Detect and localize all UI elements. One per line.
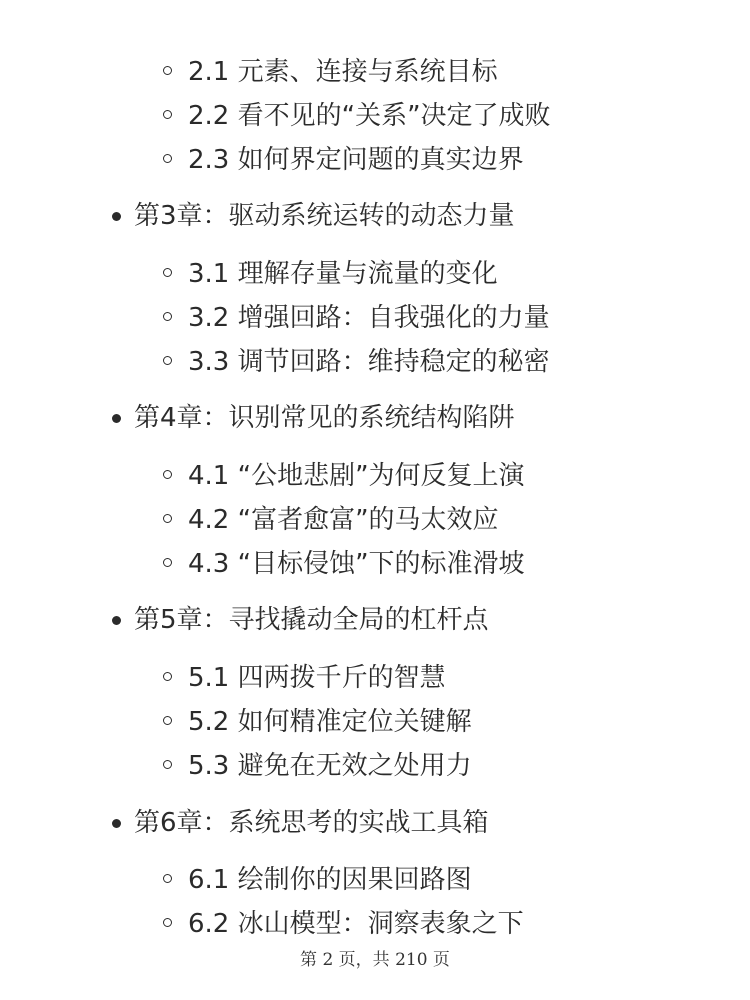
hollow-bullet-icon [163, 154, 172, 163]
hollow-bullet-icon [163, 66, 172, 75]
toc-section-6-2[interactable] [188, 907, 524, 941]
hollow-bullet-icon [163, 874, 172, 883]
toc-section-label: 4.2 “富者愈富”的马太效应 [188, 505, 499, 535]
toc-section-label: 3.1 理解存量与流量的变化 [188, 259, 498, 289]
toc-section-2-1[interactable] [188, 55, 498, 89]
hollow-bullet-icon [163, 558, 172, 567]
toc-chapter-label: 第6章：系统思考的实战工具箱 [134, 808, 489, 838]
hollow-bullet-icon [163, 470, 172, 479]
toc-section-label: 5.3 避免在无效之处用力 [188, 751, 472, 781]
hollow-bullet-icon [163, 760, 172, 769]
toc-section-2-3[interactable] [188, 143, 524, 177]
toc-chapter-label: 第4章：识别常见的系统结构陷阱 [134, 403, 515, 433]
toc-section-label: 3.2 增强回路：自我强化的力量 [188, 303, 550, 333]
hollow-bullet-icon [163, 918, 172, 927]
toc-chapter-6[interactable] [134, 806, 489, 840]
hollow-bullet-icon [163, 716, 172, 725]
toc-chapter-label: 第5章：寻找撬动全局的杠杆点 [134, 605, 489, 635]
toc-section-label: 2.2 看不见的“关系”决定了成败 [188, 101, 551, 131]
toc-section-4-1[interactable] [188, 459, 525, 493]
page-number-label: 第 2 页，共 210 页 [300, 950, 450, 970]
toc-section-6-1[interactable] [188, 863, 472, 897]
hollow-bullet-icon [163, 312, 172, 321]
toc-section-label: 2.1 元素、连接与系统目标 [188, 57, 498, 87]
hollow-bullet-icon [163, 268, 172, 277]
toc-section-5-1[interactable] [188, 661, 446, 695]
toc-section-label: 3.3 调节回路：维持稳定的秘密 [188, 347, 550, 377]
toc-section-label: 6.1 绘制你的因果回路图 [188, 865, 472, 895]
hollow-bullet-icon [163, 110, 172, 119]
toc-section-label: 2.3 如何界定问题的真实边界 [188, 145, 524, 175]
toc-section-label: 6.2 冰山模型：洞察表象之下 [188, 909, 524, 939]
toc-section-label: 4.3 “目标侵蚀”下的标准滑坡 [188, 549, 525, 579]
page-footer [0, 948, 750, 972]
toc-section-3-2[interactable] [188, 301, 550, 335]
toc-chapter-4[interactable] [134, 401, 515, 435]
hollow-bullet-icon [163, 514, 172, 523]
filled-bullet-icon [112, 616, 121, 625]
toc-chapter-3[interactable] [134, 199, 515, 233]
toc-section-4-3[interactable] [188, 547, 525, 581]
toc-chapter-5[interactable] [134, 603, 489, 637]
toc-section-label: 5.1 四两拨千斤的智慧 [188, 663, 446, 693]
hollow-bullet-icon [163, 672, 172, 681]
toc-section-5-2[interactable] [188, 705, 472, 739]
toc-section-5-3[interactable] [188, 749, 472, 783]
toc-section-label: 4.1 “公地悲剧”为何反复上演 [188, 461, 525, 491]
toc-section-2-2[interactable] [188, 99, 551, 133]
filled-bullet-icon [112, 414, 121, 423]
toc-section-4-2[interactable] [188, 503, 499, 537]
filled-bullet-icon [112, 212, 121, 221]
filled-bullet-icon [112, 819, 121, 828]
hollow-bullet-icon [163, 356, 172, 365]
toc-chapter-label: 第3章：驱动系统运转的动态力量 [134, 201, 515, 231]
toc-section-3-1[interactable] [188, 257, 498, 291]
toc-section-3-3[interactable] [188, 345, 550, 379]
toc-section-label: 5.2 如何精准定位关键解 [188, 707, 472, 737]
